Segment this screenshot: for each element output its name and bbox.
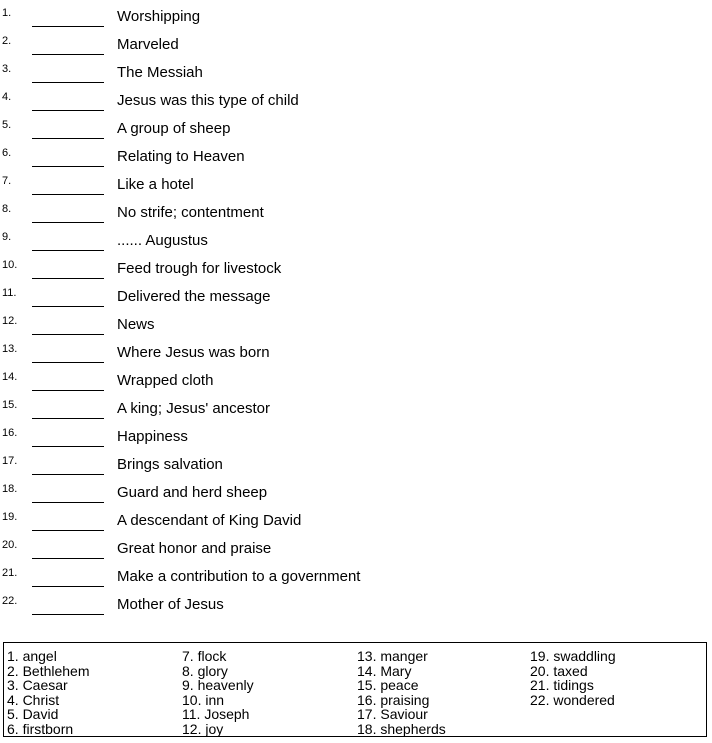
answer-blank[interactable] — [32, 586, 104, 587]
word-bank-item: 12. joy — [182, 720, 224, 737]
question-number: 5. — [2, 119, 12, 131]
question-row — [0, 256, 712, 284]
question-clue: The Messiah — [117, 64, 203, 81]
question-clue: Delivered the message — [117, 288, 271, 305]
question-row — [0, 88, 712, 116]
question-clue: Great honor and praise — [117, 540, 272, 557]
answer-blank[interactable] — [32, 558, 104, 559]
answer-blank[interactable] — [32, 390, 104, 391]
question-clue: ...... Augustus — [117, 232, 208, 249]
word-bank — [3, 642, 707, 737]
question-clue: Happiness — [117, 428, 188, 445]
question-clue: A king; Jesus' ancestor — [117, 400, 270, 417]
word-bank-item: 8. glory — [182, 662, 228, 679]
question-row — [0, 4, 712, 32]
question-row — [0, 32, 712, 60]
question-clue: News — [117, 316, 155, 333]
word-bank-item: 1. angel — [7, 648, 57, 664]
question-clue: Wrapped cloth — [117, 372, 214, 389]
question-number: 4. — [2, 91, 12, 103]
question-row — [0, 60, 712, 88]
answer-blank[interactable] — [32, 110, 104, 111]
question-row — [0, 564, 712, 592]
word-bank-item: 10. inn — [182, 691, 225, 708]
question-row — [0, 592, 712, 620]
question-number: 14. — [2, 371, 18, 383]
question-number: 17. — [2, 455, 18, 467]
question-number: 13. — [2, 343, 18, 355]
answer-blank[interactable] — [32, 250, 104, 251]
word-bank-item: 3. Caesar — [7, 677, 68, 694]
question-row — [0, 508, 712, 536]
question-number: 15. — [2, 399, 18, 411]
answer-blank[interactable] — [32, 278, 104, 279]
answer-blank[interactable] — [32, 334, 104, 335]
question-clue: Like a hotel — [117, 176, 194, 193]
word-bank-column — [357, 649, 446, 737]
word-bank-item: 7. flock — [182, 648, 227, 664]
word-bank-item: 13. manger — [357, 648, 428, 664]
word-bank-item: 14. Mary — [357, 662, 412, 679]
question-number: 19. — [2, 511, 18, 523]
question-number: 6. — [2, 147, 12, 159]
question-number: 10. — [2, 259, 18, 271]
answer-blank[interactable] — [32, 194, 104, 195]
question-row — [0, 480, 712, 508]
word-bank-item: 6. firstborn — [7, 720, 74, 737]
question-row — [0, 452, 712, 480]
answer-blank[interactable] — [32, 474, 104, 475]
question-number: 3. — [2, 63, 12, 75]
question-clue: Worshipping — [117, 8, 201, 25]
question-list — [0, 4, 712, 620]
answer-blank[interactable] — [32, 362, 104, 363]
question-number: 20. — [2, 539, 18, 551]
question-number: 21. — [2, 567, 18, 579]
word-bank-item: 2. Bethlehem — [7, 662, 90, 679]
answer-blank[interactable] — [32, 26, 104, 27]
question-number: 22. — [2, 595, 18, 607]
question-clue: Guard and herd sheep — [117, 484, 268, 501]
answer-blank[interactable] — [32, 306, 104, 307]
word-bank-item: 16. praising — [357, 691, 430, 708]
question-number: 18. — [2, 483, 18, 495]
answer-blank[interactable] — [32, 614, 104, 615]
question-number: 9. — [2, 231, 12, 243]
question-row — [0, 200, 712, 228]
word-bank-item: 17. Saviour — [357, 706, 428, 723]
question-clue: Jesus was this type of child — [117, 92, 299, 109]
question-clue: Mother of Jesus — [117, 596, 224, 613]
word-bank-column — [7, 649, 90, 737]
question-row — [0, 172, 712, 200]
question-number: 12. — [2, 315, 18, 327]
answer-blank[interactable] — [32, 502, 104, 503]
question-row — [0, 284, 712, 312]
question-row — [0, 396, 712, 424]
word-bank-item: 18. shepherds — [357, 720, 446, 737]
answer-blank[interactable] — [32, 82, 104, 83]
question-clue: Where Jesus was born — [117, 344, 270, 361]
question-row — [0, 312, 712, 340]
question-clue: Brings salvation — [117, 456, 223, 473]
question-row — [0, 424, 712, 452]
question-row — [0, 536, 712, 564]
question-number: 8. — [2, 203, 12, 215]
word-bank-column — [182, 649, 254, 737]
word-bank-item: 21. tidings — [530, 677, 594, 694]
word-bank-item: 15. peace — [357, 677, 419, 694]
question-number: 16. — [2, 427, 18, 439]
question-number: 2. — [2, 35, 12, 47]
question-clue: No strife; contentment — [117, 204, 264, 221]
answer-blank[interactable] — [32, 530, 104, 531]
question-clue: Marveled — [117, 36, 179, 53]
word-bank-column — [530, 649, 616, 707]
question-row — [0, 340, 712, 368]
word-bank-item: 11. Joseph — [182, 706, 250, 723]
answer-blank[interactable] — [32, 222, 104, 223]
word-bank-item: 5. David — [7, 706, 59, 723]
question-row — [0, 144, 712, 172]
answer-blank[interactable] — [32, 138, 104, 139]
question-row — [0, 368, 712, 396]
answer-blank[interactable] — [32, 54, 104, 55]
question-row — [0, 116, 712, 144]
word-bank-item: 20. taxed — [530, 662, 588, 679]
answer-blank[interactable] — [32, 418, 104, 419]
word-bank-item: 9. heavenly — [182, 677, 254, 694]
question-clue: Feed trough for livestock — [117, 260, 282, 277]
question-number: 7. — [2, 175, 12, 187]
question-clue: Make a contribution to a government — [117, 568, 361, 585]
question-clue: Relating to Heaven — [117, 148, 245, 165]
question-clue: A group of sheep — [117, 120, 231, 137]
question-number: 11. — [2, 287, 17, 299]
question-clue: A descendant of King David — [117, 512, 302, 529]
question-number: 1. — [2, 7, 12, 19]
answer-blank[interactable] — [32, 166, 104, 167]
answer-blank[interactable] — [32, 446, 104, 447]
word-bank-item: 19. swaddling — [530, 648, 616, 664]
word-bank-item: 4. Christ — [7, 691, 60, 708]
question-row — [0, 228, 712, 256]
word-bank-item: 22. wondered — [530, 691, 615, 708]
